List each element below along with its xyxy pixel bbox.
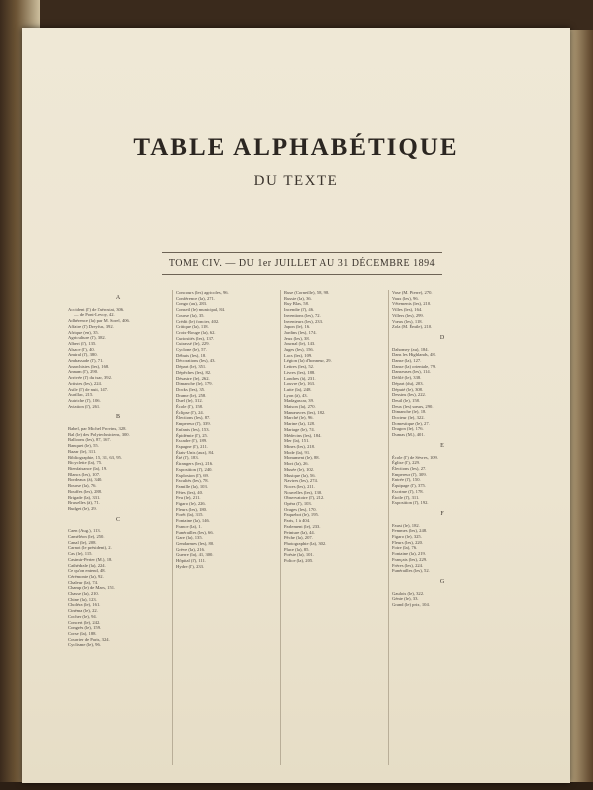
index-entry: Manœuvres (les), 182. xyxy=(284,409,326,415)
index-entry: Villers (les), 299. xyxy=(392,312,424,318)
bottom-rule xyxy=(162,274,442,275)
index-entry: Dragon (le), 176. xyxy=(392,426,424,432)
index-entry: Escrime (l'), 178. xyxy=(392,488,424,494)
index-entry: Paris, 1 à 404. xyxy=(284,518,311,524)
index-entry: Frères (les), 224. xyxy=(392,562,424,568)
index-entry: Louvre (le), 163. xyxy=(284,381,316,387)
index-entry: Cyclone (le), 57. xyxy=(176,347,207,353)
index-entry: Dimanche (le), 18. xyxy=(392,409,427,415)
index-entry: Livres (les), 188. xyxy=(284,369,316,375)
index-entry: Anarchistes (les), 168. xyxy=(68,363,110,369)
section-letter: F xyxy=(440,510,444,517)
index-entry: Navires (les), 274. xyxy=(284,478,318,484)
index-column-2 xyxy=(176,290,276,770)
index-entry: Journal (le), 143. xyxy=(284,341,316,347)
book-page-edges xyxy=(570,30,593,790)
index-entry: Lutte (la), 248. xyxy=(284,386,312,392)
index-entry: Ruse (Corneille), 58, 98. xyxy=(284,290,330,295)
index-entry: Empereur (l'), 309. xyxy=(392,471,427,477)
index-entry: Cuirassé (le), 229. xyxy=(176,341,210,347)
index-entry: Bienfaisance (la), 19. xyxy=(68,465,108,471)
index-entry: Dépêches (les), 82. xyxy=(176,369,212,375)
index-column-1 xyxy=(68,290,168,770)
index-entry: Vaux (les), 96. xyxy=(392,295,419,301)
index-entry: Police (la), 205. xyxy=(284,558,314,564)
index-entry: Désastre (le), 262. xyxy=(176,375,210,381)
index-entry: Exposition (l'), 240. xyxy=(176,466,213,472)
index-entry: Juges (les), 156. xyxy=(284,347,314,353)
index-entry: Noces (les), 211. xyxy=(284,483,315,489)
index-entry: Caen (Aug.), 113. xyxy=(68,528,101,534)
index-entry: Chine (la), 123. xyxy=(68,596,97,602)
index-entry: Budget (le), 29. xyxy=(68,505,97,511)
index-entry: Alsace (l'), 40. xyxy=(68,346,95,352)
index-entry: Jardins (les), 174. xyxy=(284,329,317,335)
index-entry: Génie (le), 33. xyxy=(392,596,419,602)
index-entry: Choléra (le), 161. xyxy=(68,602,101,608)
index-entry: Vêtements (les), 210. xyxy=(392,301,432,307)
index-entry: Vase (M. Pierre), 270. xyxy=(392,290,433,295)
index-entry: École (l') de Sèvres, 109. xyxy=(392,454,438,460)
index-entry: Figaro (le), 325. xyxy=(392,534,422,540)
index-entry: Concours (les) agricoles, 96. xyxy=(176,290,229,295)
index-entry: — de Pont-Levoy, 42. xyxy=(74,312,115,318)
index-entry: Fontaine (la), 146. xyxy=(176,518,210,524)
index-entry: Funérailles (les), 52. xyxy=(392,568,430,574)
index-entry: Éclipse (l'), 24. xyxy=(176,409,204,415)
tome-line: TOME CIV. — DU 1er JUILLET AU 31 DÉCEMBRE 1894 xyxy=(168,258,436,269)
index-entry: Fleurs (les), 180. xyxy=(176,506,208,512)
index-entry: Foire (la), 76. xyxy=(392,545,418,551)
index-entry: Observatoire (l'), 212. xyxy=(284,495,325,501)
index-entry: Équipage (l'), 375. xyxy=(392,483,426,489)
index-entry: Babel, par Michel Provins, 328. xyxy=(68,426,127,432)
index-entry: Mode (la), 91. xyxy=(284,449,311,455)
index-entry: Feu (le), 211. xyxy=(176,495,201,501)
index-entry: Débuts (les), 18. xyxy=(176,352,207,358)
index-entry: Dessins (les), 222. xyxy=(392,392,426,398)
index-entry: Grève (la), 216. xyxy=(176,546,206,552)
index-entry: Marine (la), 128. xyxy=(284,421,316,427)
index-entry: Ambassade (l'), 71. xyxy=(68,358,104,364)
index-entry: Député (le), 308. xyxy=(392,386,424,392)
index-entry: Aviation (l'), 261. xyxy=(68,403,101,409)
index-entry: Faust (le), 182. xyxy=(392,522,420,528)
index-entry: Fêtes (les), 40. xyxy=(176,489,204,495)
column-divider xyxy=(388,290,389,765)
index-entry: Courrier de Paris, 324. xyxy=(68,636,110,642)
index-entry: Ce qu'on entend, 48. xyxy=(68,568,106,574)
index-entry: Course (la), 35. xyxy=(176,312,205,318)
index-entry: Paquebot (le), 195. xyxy=(284,512,319,518)
index-entry: Blancs (les), 107. xyxy=(68,471,101,477)
index-entry: Français (les), 229. xyxy=(392,556,428,562)
index-entry: Mort (la), 26. xyxy=(284,461,309,467)
index-entry: Affaire (l') Dreyfus, 392. xyxy=(68,323,114,329)
index-entry: Dumas (M.), 401. xyxy=(392,432,425,438)
section-letter: A xyxy=(115,295,121,301)
index-entry: Musée (le), 102. xyxy=(284,466,315,472)
index-entry: Banquet (le), 55. xyxy=(68,443,99,449)
index-entry: Grand (le) prix, 104. xyxy=(392,602,430,608)
index-entry: Escadre (l'), 189. xyxy=(176,438,208,444)
index-entry: Cocher (le), 94. xyxy=(68,613,97,619)
index-entry: Place (la), 85. xyxy=(284,546,310,552)
index-entry: Danseuses (les), 114. xyxy=(392,369,431,375)
index-entry: Mariage (le), 74. xyxy=(284,426,315,432)
index-entry: Opéra (l'), 103. xyxy=(284,501,312,507)
index-entry: Décorations (les), 43. xyxy=(176,358,216,364)
index-entry: Crédit (le) foncier, 402. xyxy=(176,318,220,324)
index-column-4 xyxy=(392,290,492,770)
index-entry: Épidémie (l'), 25. xyxy=(176,432,208,438)
index-entry: Balloons (les), 87, 167. xyxy=(68,437,111,443)
index-entry: Cérémonie (la), 92. xyxy=(68,573,104,579)
index-entry: Autriche (l'), 106. xyxy=(68,397,101,403)
index-entry: Légion (la) d'honneur, 29. xyxy=(284,358,332,364)
index-entry: Enfants (les), 153. xyxy=(176,426,210,432)
index-entry: Congo (au), 283. xyxy=(176,301,208,307)
index-entry: Domestique (le), 27. xyxy=(392,420,430,426)
index-entry: Cinéma (le), 22. xyxy=(68,608,98,614)
index-entry: Maison (la), 270. xyxy=(284,404,316,410)
index-entry: Arrivée (l') du tsar, 392. xyxy=(68,375,113,381)
index-entry: Marché (le), 96. xyxy=(284,415,314,421)
index-entry: Entrée (l'), 150. xyxy=(392,477,421,483)
index-entry: Départ (du), 203. xyxy=(392,380,424,386)
index-entry: Gendarmes (les), 80. xyxy=(176,540,215,546)
index-column-3 xyxy=(284,290,384,770)
index-entry: Deux (les) sœurs, 290. xyxy=(392,403,434,409)
index-entry: Adhérence (la) par M. Sorel, 406. xyxy=(68,318,130,324)
index-entry: Élections (les), 27. xyxy=(392,465,427,471)
index-entry: Médecins (les), 184. xyxy=(284,432,322,438)
index-entry: Accident (l') de l'aérostat, 306. xyxy=(68,306,125,312)
index-entry: Cyclisme (le), 96. xyxy=(68,642,101,648)
index-entry: Étoile (l'), 311. xyxy=(392,494,420,500)
index-entry: Figaro (le), 226. xyxy=(176,501,206,507)
index-entry: Canal (le), 208. xyxy=(68,539,97,545)
index-entry: Champ (le) de Mars, 151. xyxy=(68,585,116,591)
index-entry: Deuil (le), 158. xyxy=(392,397,421,403)
index-entry: Gare (la), 135. xyxy=(176,535,203,541)
index-entry: Explosion (l'), 69. xyxy=(176,472,209,478)
index-entry: Monument (le), 88. xyxy=(284,455,320,461)
index-entry: Bazar (le), 311. xyxy=(68,448,97,454)
index-entry: Amiral (l'), 380. xyxy=(68,352,98,358)
index-entry: Bordeaux (à), 340. xyxy=(68,477,103,483)
index-entry: Agriculture (l'), 382. xyxy=(68,335,106,341)
index-entry: Villes (les), 164. xyxy=(392,307,423,313)
index-entry: Concert (le), 242. xyxy=(68,619,101,625)
section-letter: D xyxy=(439,334,445,341)
index-entry: Japon (le), 16. xyxy=(284,324,311,330)
index-entry: Conseil (le) municipal, 84. xyxy=(176,307,226,313)
index-entry: Brigade (la), 331. xyxy=(68,494,101,500)
section-letter: B xyxy=(115,414,120,421)
index-entry: Danse (la), 127. xyxy=(392,358,422,364)
index-entry: Été (l'), 183. xyxy=(176,455,199,461)
index-entry: Fontaine (la), 219. xyxy=(392,551,426,557)
index-entry: Photographie (la), 302. xyxy=(284,540,327,546)
index-entry: Lacs (les), 109. xyxy=(284,352,313,358)
index-entry: Fleurs (les), 220. xyxy=(392,539,424,545)
index-entry: Congrès (le), 159. xyxy=(68,625,102,631)
index-entry: Lettres (les), 52. xyxy=(284,364,315,370)
index-entry: Funérailles (les), 66. xyxy=(176,529,214,535)
index-entry: Curiosités (les), 137. xyxy=(176,335,215,341)
index-entry: Artistes (les), 224. xyxy=(68,380,102,386)
index-entry: Hydre (l'), 233. xyxy=(176,563,205,569)
index-entry: Peinture (la), 44. xyxy=(284,529,315,535)
index-entry: Bouffes (les), 288. xyxy=(68,488,103,494)
index-entry: Russie (la), 36. xyxy=(284,295,312,301)
index-entry: Dimanche (le), 179. xyxy=(176,381,213,387)
index-entry: Albert (l'), 135. xyxy=(68,340,97,346)
index-entry: Cathédrale (la), 224. xyxy=(68,562,106,568)
index-entry: Incendie (l'), 46. xyxy=(284,307,315,313)
index-entry: Inventions (les), 72. xyxy=(284,312,321,318)
index-entry: Conférence (la), 271. xyxy=(176,295,216,301)
index-entry: Chasse (la), 210. xyxy=(68,591,99,597)
index-entry: Femmes (les), 248. xyxy=(392,528,428,534)
book-bottom-edge xyxy=(0,782,593,790)
index-entry: Mer (la), 151. xyxy=(284,438,310,444)
index-entry: Mines (les), 218. xyxy=(284,443,316,449)
index-entry: Étrangers (les), 216. xyxy=(176,461,214,467)
index-entry: Casimir-Perier (M.), 18. xyxy=(68,556,113,562)
index-entry: Croix-Rouge (la), 62. xyxy=(176,329,216,335)
page-title: TABLE ALPHABÉTIQUE xyxy=(133,134,459,161)
index-entry: Aurillac, 215. xyxy=(68,392,94,398)
index-entry: Duel (le), 312. xyxy=(176,398,203,404)
index-entry: Famille (la), 103. xyxy=(176,483,208,489)
index-entry: Dahomey (au), 184. xyxy=(392,346,429,352)
index-entry: Caméléon (le), 250. xyxy=(68,534,105,540)
index-entry: Orages (les), 170. xyxy=(284,506,317,512)
index-entry: Départ (le), 351. xyxy=(176,364,207,370)
index-entry: Dans les Highlands, 48. xyxy=(392,352,436,358)
index-entry: Carnot (le président), 2. xyxy=(68,545,112,551)
index-entry: Nouvelles (les), 130. xyxy=(284,489,323,495)
index-entry: Bicyclette (la), 75. xyxy=(68,460,103,466)
index-entry: Madagascar, 39. xyxy=(284,398,315,404)
index-entry: France (la), 1. xyxy=(176,523,202,529)
index-entry: Empereur (l'), 339. xyxy=(176,421,211,427)
column-divider xyxy=(172,290,173,765)
index-entry: École (l'), 158. xyxy=(176,404,204,410)
section-letter: E xyxy=(440,442,444,449)
index-entry: Bourse (la), 76. xyxy=(68,483,97,489)
index-entry: Docks (les), 35. xyxy=(176,386,206,392)
index-entry: Forêt (la), 315. xyxy=(176,512,204,518)
index-entry: Jeux (les), 38. xyxy=(284,335,310,341)
index-entry: Exposition (l'), 192. xyxy=(392,500,429,506)
index-entry: Poésie (la), 101. xyxy=(284,552,314,558)
index-entry: Afrique (en), 35. xyxy=(68,329,99,335)
index-entry: Espagne (l'), 211. xyxy=(176,443,209,449)
page-subtitle: DU TEXTE xyxy=(253,173,339,189)
index-entry: Parlement (le), 233. xyxy=(284,523,321,529)
index-entry: Élections (les), 87. xyxy=(176,415,211,421)
index-entry: Cas (le), 115. xyxy=(68,551,93,557)
index-entry: Guerre (la), 41, 300. xyxy=(176,552,214,558)
index-entry: Vœux (les), 118. xyxy=(392,318,423,324)
index-entry: Gaulois (le), 322. xyxy=(392,590,425,596)
index-entry: Critique (la), 118. xyxy=(176,324,209,330)
index-entry: Danse (la) orientale, 79. xyxy=(392,363,437,369)
index-entry: Pêche (la), 207. xyxy=(284,535,313,541)
index-entry: Zola (M. Émile), 210. xyxy=(392,324,433,330)
index-entry: Annam (l'), 290. xyxy=(68,369,99,375)
index-entry: Drame (le), 258. xyxy=(176,392,207,398)
book-page xyxy=(22,28,570,783)
index-entry: Défilé (le), 338. xyxy=(392,375,422,381)
index-entry: Bal (le) des Polytechniciens, 300. xyxy=(68,431,130,437)
index-entry: Docteur (le), 322. xyxy=(392,415,425,421)
index-entry: Musique (la), 56. xyxy=(284,472,316,478)
index-entry: Église (l'), 229. xyxy=(392,460,421,466)
index-entry: Bibliographie, 15, 31, 63, 95. xyxy=(68,454,122,460)
column-divider xyxy=(280,290,281,765)
index-entry: Ruy Blas, 58. xyxy=(284,301,310,307)
index-entry: Inventeurs (les), 233. xyxy=(284,318,324,324)
index-entry: États-Unis (aux), 84. xyxy=(176,449,215,455)
index-entry: Londres (à), 231. xyxy=(284,375,316,381)
top-rule xyxy=(162,252,442,253)
index-entry: Hôpital (l'), 111. xyxy=(176,558,207,564)
index-entry: Facultés (les), 78. xyxy=(176,478,209,484)
index-entry: Asile (l') de nuit, 147. xyxy=(68,386,109,392)
index-entry: Corse (la), 188. xyxy=(68,630,97,636)
index-entry: Bruxelles (à), 71. xyxy=(68,500,100,506)
index-entry: Chaleur (la), 74. xyxy=(68,579,99,585)
index-entry: Lyon (à), 43. xyxy=(284,392,308,398)
section-letter: C xyxy=(115,516,120,523)
section-letter: G xyxy=(439,578,445,585)
